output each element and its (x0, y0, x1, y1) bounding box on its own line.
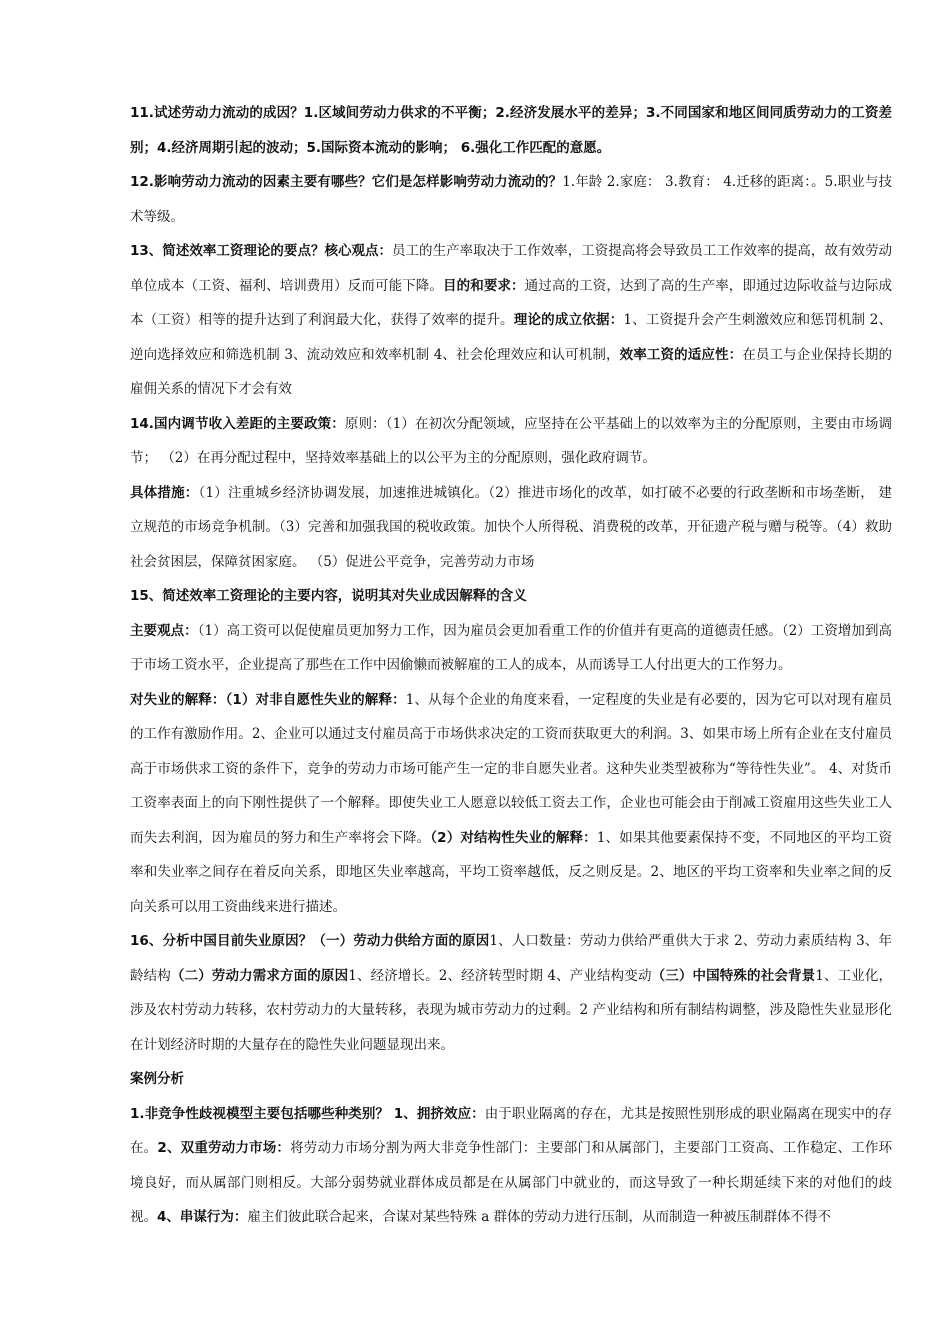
q13-basis-label: 理论的成立依据： (513, 312, 624, 328)
q16-demand-label: （二）劳动力需求方面的原因 (170, 967, 349, 984)
q15-involuntary-label: 对失业的解释：（1）对非自愿性失业的解释： (130, 691, 406, 708)
question-14-measures (130, 476, 892, 580)
q14-principle-text: 原则：（1）在初次分配领域，应坚持在公平基础上的以效率为主的分配原则，主要由市场调节； （2）在再分配过程中，坚持效率基础上的以公平为主的分配原则，强化政府调节。 (130, 415, 892, 466)
case-collusion-label: 4、串谋行为： (157, 1209, 248, 1225)
q15-heading: 15、简述效率工资理论的主要内容，说明其对失业成因解释的含义 (130, 588, 527, 604)
q14-measures-label: 具体措施： (130, 484, 199, 501)
q16-supply-text: 1、人口数量：劳动力供给严重供大于求 2、劳动力素质结构 3、年龄结构 (130, 933, 892, 984)
q12-text: 1.年龄 2.家庭： 3.教育： 4.迁移的距离：。5.职业与技术等级。 (130, 174, 892, 225)
q12-heading: 12.影响劳动力流动的因素主要有哪些？它们是怎样影响劳动力流动的？ (130, 174, 563, 190)
q13-basis-text: 1、工资提升会产生刺激效应和惩罚机制 2、逆向选择效应和筛选机制 3、流动效应和效率机制 4、社会伦理效应和认可机制， (130, 312, 893, 363)
q15-main-text: （1）高工资可以促使雇员更加努力工作，因为雇员会更加看重工作的价值并有更高的道德责任感。（2）工资增加到高于市场工资水平，企业提高了那些在工作中因偷懒而被解雇的工人的成本，从而诱导工人付出更大的工作努力。 (130, 622, 892, 673)
q15-involuntary-text: 1、从每个企业的角度来看，一定程度的失业是有必要的，因为它可以对现有雇员的工作有激励作用。2、企业可以通过支付雇员高于市场供求决定的工资而获取更大的利润。3、如果市场上所有企业在支付雇员高于市场供求工资的条件下，竞争的劳动力市场可能产生一定的非自愿失业者。这种失业类型被称为“等待性失业”。 4、对货币工资率表面上的向下刚性提供了一个解释。即使失业工人愿意以较低工资去工作，企业也可能会由于削减工资雇用这些失业工人而失去利润，因为雇员的努力和生产率将会下降。 (130, 691, 892, 846)
q15-main-label: 主要观点： (130, 622, 198, 639)
case-crowding-text: 由于职业隔离的存在，尤其是按照性别形成的职业隔离在现实中的存在。 (130, 1105, 892, 1156)
q13-fit-text: 在员工与企业保持长期的雇佣关系的情况下才会有效 (130, 346, 893, 397)
q14-measures-text: （1）注重城乡经济协调发展，加速推进城镇化。（2）推进市场化的改革，如打破不必要的行政垄断和市场垄断， 建立规范的市场竞争机制。（3）完善和加强我国的税收政策。加快个人所得税、消费税的改革，开征遗产税与赠与税等。（4）救助社会贫困层，保障贫困家庭。 （5）促进公平竞争，完善劳动力市场 (130, 484, 893, 570)
q14-heading: 14.国内调节收入差距的主要政策： (130, 415, 345, 432)
q15-structural-text: 1、如果其他要素保持不变，不同地区的平均工资率和失业率之间存在着反向关系，即地区失业率越高，平均工资率越低，反之则反是。2、地区的平均工资率和失业率之间的反向关系可以用工资曲线来进行描述。 (130, 829, 892, 915)
q16-background-label: （三）中国特殊的社会背景 (651, 967, 816, 984)
question-15-unemployment (130, 683, 892, 925)
question-12 (130, 165, 892, 234)
case-dual-label: 2、双重劳动力市场： (157, 1140, 291, 1156)
question-13 (130, 234, 892, 407)
q16-demand-text: 1、经济增长。2、经济转型时期 4、产业结构变动 (348, 967, 652, 984)
case-heading: 1.非竞争性歧视模型主要包括哪些种类别？ 1、拥挤效应： (130, 1105, 485, 1122)
q15-structural-label: （2）对结构性失业的解释： (430, 829, 597, 846)
case-question-1 (130, 1097, 892, 1235)
question-11 (130, 96, 892, 165)
q13-fit-label: 效率工资的适应性： (619, 346, 743, 363)
q13-heading: 13、简述效率工资理论的要点？核心观点： (130, 243, 393, 259)
q11-text: 11.试述劳动力流动的成因？1.区域间劳动力供求的不平衡；2.经济发展水平的差异；3.不同国家和地区间同质劳动力的工资差别；4.经济周期引起的波动；5.国际资本流动的影响； 6.强化工作匹配的意愿。 (130, 105, 892, 156)
question-15-main (130, 614, 892, 683)
question-16 (130, 924, 892, 1062)
q13-goal-text: 通过高的工资，达到了高的生产率，即通过边际收益与边际成本（工资）相等的提升达到了利润最大化，获得了效率的提升。 (130, 277, 893, 328)
question-15 (130, 579, 892, 614)
case-collusion-text: 雇主们彼此联合起来，合谋对某些特殊 a 群体的劳动力进行压制，从而制造一种被压制群体不得不 (247, 1209, 832, 1225)
question-14 (130, 407, 892, 476)
case-title: 案例分析 (130, 1071, 184, 1087)
q16-heading: 16、分析中国目前失业原因？（一）劳动力供给方面的原因 (130, 933, 490, 949)
q16-background-text: 1、工业化，涉及农村劳动力转移，农村劳动力的大量转移，表现为城市劳动力的过剩。2 产业结构和所有制结构调整，涉及隐性失业显形化在计划经济时期的大量存在的隐性失业问题显现出来。 (130, 967, 893, 1053)
q13-core-text: 员工的生产率取决于工作效率，工资提高将会导致员工工作效率的提高，故有效劳动单位成本（工资、福利、培训费用）反而可能下降。 (130, 243, 892, 294)
case-dual-text: 将劳动力市场分割为两大非竞争性部门：主要部门和从属部门，主要部门工资高、工作稳定、工作环境良好，而从属部门则相反。大部分弱势就业群体成员都是在从属部门中就业的，而这导致了一种长期延续下来的对他们的歧视。 (130, 1140, 892, 1225)
q13-goal-label: 目的和要求： (443, 277, 525, 294)
case-analysis-title (130, 1062, 892, 1097)
document-body (130, 96, 892, 1235)
